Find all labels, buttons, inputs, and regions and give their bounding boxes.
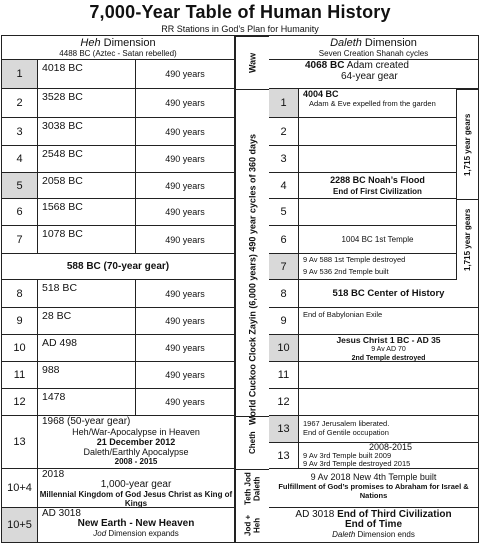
left-row-year: 3038 BC (38, 118, 136, 146)
left-row-duration: 490 years (136, 389, 235, 416)
left-row-year: 3528 BC (38, 89, 136, 118)
left-row-duration: 490 years (136, 362, 235, 389)
right-row-number: 6 (269, 226, 299, 254)
right-row-number: 1 (269, 89, 299, 118)
right-row-number: 7 (269, 254, 299, 280)
left-row-number: 5 (2, 173, 38, 199)
left-row-number: 10+5 (2, 508, 38, 542)
left-row-number: 10+4 (2, 469, 38, 508)
heh-header: Heh Dimension 4488 BC (Aztec - Satan rebelled) (2, 36, 235, 60)
right-row-number: 12 (269, 389, 299, 416)
right-row13-event: 2008-2015 9 Av 3rd Temple built 2009 9 Av 3rd Temple destroyed 2015 (299, 443, 478, 469)
right-row12-event: 1967 Jerusalem liberated. End of Gentile occupation (299, 416, 478, 443)
right-row1-event: 4004 BC Adam & Eve expelled from the garden (299, 89, 457, 118)
left-row-duration: 490 years (136, 308, 235, 335)
left-row-year: 1478 (38, 389, 136, 416)
right-row9-event: Jesus Christ 1 BC - AD 35 9 Av AD 70 2nd Temple destroyed (299, 335, 478, 362)
left-row-duration: 490 years (136, 280, 235, 308)
daleth-subheader: Seven Creation Shanah cycles (318, 49, 429, 58)
daleth-header: Daleth Dimension Seven Creation Shanah cycles (269, 36, 478, 60)
row13-details: 1968 (50-year gear) Heh/War-Apocalypse in Heaven 21 December 2012 Daleth/Earthly Apocalypse 2008 - 2015 (38, 416, 235, 469)
right-adam-created: 4068 BC Adam created 64-year gear (269, 60, 478, 89)
heh-subheader: 4488 BC (Aztec - Satan rebelled) (59, 49, 177, 58)
gear-70-row: 588 BC (70-year gear) (2, 254, 235, 280)
history-table (1, 35, 479, 543)
left-row-year: 1078 BC (38, 226, 136, 254)
jod-heh-label: Jod + Heh (235, 508, 269, 542)
left-row-year: 988 (38, 362, 136, 389)
right-row7-event: 9 Av 588 1st Temple destroyed 9 Av 536 2nd Temple built (299, 254, 457, 280)
left-row-duration: 490 years (136, 118, 235, 146)
right-row-number: 5 (269, 199, 299, 226)
right-row2-event (299, 118, 457, 146)
left-row-duration: 490 years (136, 89, 235, 118)
left-row-number: 11 (2, 362, 38, 389)
right-row5-event (299, 199, 457, 226)
left-row-number: 3 (2, 118, 38, 146)
left-row-number: 1 (2, 60, 38, 89)
right-row-number: 4 (269, 173, 299, 199)
left-row-year: 518 BC (38, 280, 136, 308)
left-row-duration: 490 years (136, 226, 235, 254)
left-row-number: 4 (2, 146, 38, 173)
left-row-year: 2548 BC (38, 146, 136, 173)
row14-details: 2018 1,000-year gear Millennial Kingdom of God Jesus Christ as King of Kings (38, 469, 235, 508)
page-title: 7,000-Year Table of Human History (89, 2, 391, 22)
left-row-number: 10 (2, 335, 38, 362)
left-row-number: 9 (2, 308, 38, 335)
left-row-number: 12 (2, 389, 38, 416)
left-row-duration: 490 years (136, 146, 235, 173)
right-row-number-13: 13 (269, 443, 299, 469)
right-row4-event: 2288 BC Noah’s Flood End of First Civilization (299, 173, 457, 199)
left-row-year: AD 498 (38, 335, 136, 362)
left-row-number: 13 (2, 416, 38, 469)
right-row10-event (299, 362, 478, 389)
left-row-number: 7 (2, 226, 38, 254)
right-row8-event: 518 BC Center of History (299, 280, 478, 308)
left-row-year: 1568 BC (38, 199, 136, 226)
left-row-duration: 490 years (136, 60, 235, 89)
right-row-number: 3 (269, 146, 299, 173)
row15-details: AD 3018 New Earth - New Heaven Jod Dimension expands (38, 508, 235, 542)
right-row14-event: 9 Av 2018 New 4th Temple built Fulfillment of God’s promises to Abraham for Israel & Nations (269, 469, 478, 508)
left-row-duration: 490 years (136, 199, 235, 226)
right-row15-event: AD 3018 End of Third Civilization End of Time Daleth Dimension ends (295, 509, 452, 539)
right-row3-event (299, 146, 457, 173)
right-row-number: 10 (269, 335, 299, 362)
page-subtitle: RR Stations in God’s Plan for Humanity (161, 24, 319, 34)
right-row9a-event: End of Babylonian Exile (299, 308, 478, 335)
gear-1715-label-2: 1,715 year gears (457, 199, 478, 280)
left-row-year: 2058 BC (38, 173, 136, 199)
cheth-label: Cheth (235, 416, 269, 469)
teth-jod-daleth-label: Teth Jod Daleth (235, 469, 269, 508)
left-row-number: 6 (2, 199, 38, 226)
left-row-year: 28 BC (38, 308, 136, 335)
left-row-number: 8 (2, 280, 38, 308)
right-row6-event: 1004 BC 1st Temple (299, 226, 457, 254)
right-row-number: 9 (269, 308, 299, 335)
gear-1715-label: 1,715 year gears (457, 89, 478, 199)
right-row-number: 13 (269, 416, 299, 443)
left-row-year: 4018 BC (38, 60, 136, 89)
right-row11-event (299, 389, 478, 416)
waw-label: Waw (235, 36, 269, 89)
left-row-duration: 490 years (136, 173, 235, 199)
right-row-number: 11 (269, 362, 299, 389)
left-row-number: 2 (2, 89, 38, 118)
right-row-number: 8 (269, 280, 299, 308)
right-row-number: 2 (269, 118, 299, 146)
zayin-clock-label: World Cuckoo Clock Zayin (6,000 years) 490 year cycles of 360 days (235, 89, 269, 469)
left-row-duration: 490 years (136, 335, 235, 362)
